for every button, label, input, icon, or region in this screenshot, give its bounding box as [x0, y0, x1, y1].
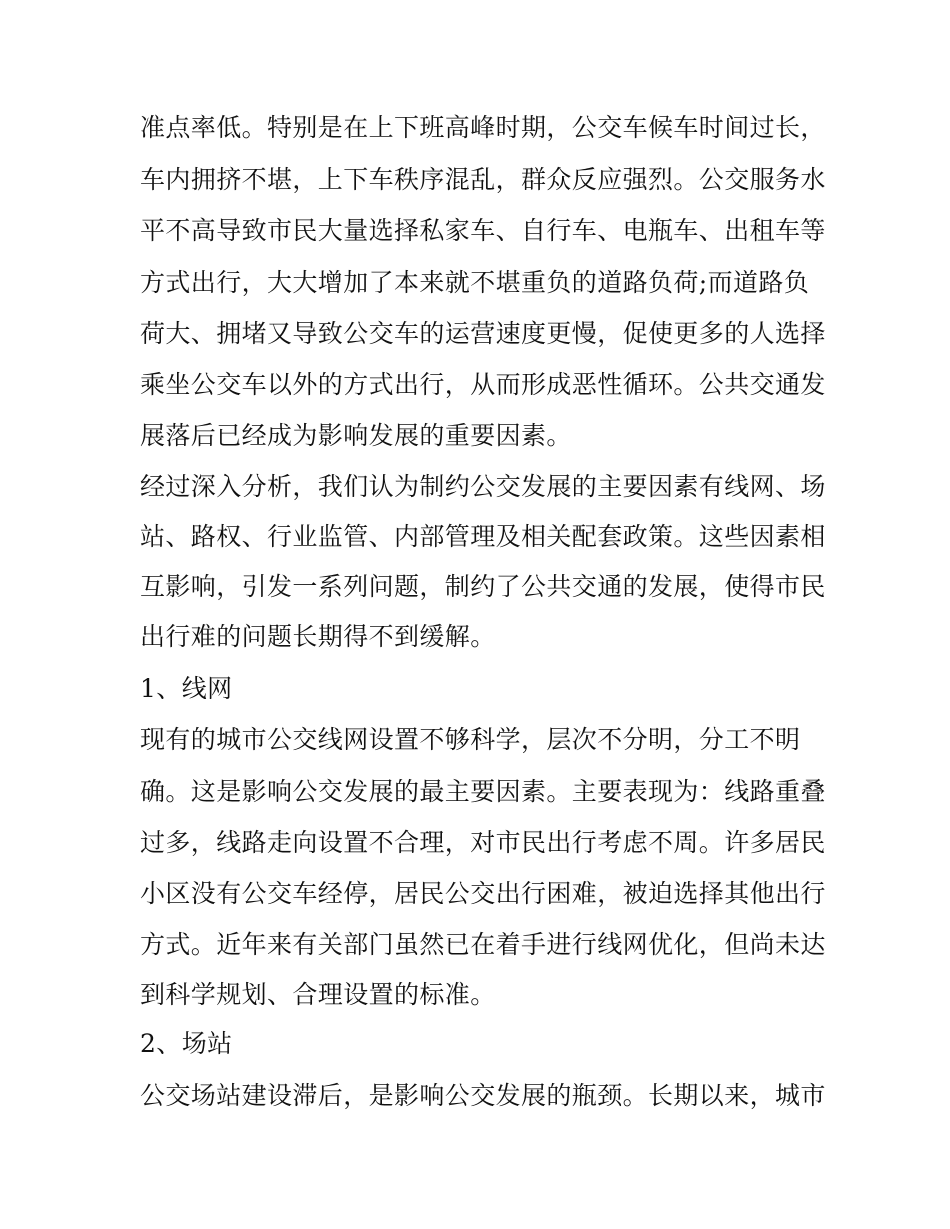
text-line: 现有的城市公交线网设置不够科学，层次不分明，分工不明 [140, 725, 801, 754]
section-heading: 1、线网 [140, 674, 233, 703]
text-line: 出行难的问题长期得不到缓解。 [140, 622, 496, 651]
text-line: 平不高导致市民大量选择私家车、自行车、电瓶车、出租车等 [140, 216, 826, 245]
text-line: 展落后已经成为影响发展的重要因素。 [140, 421, 572, 450]
text-line: 公交场站建设滞后，是影响公交发展的瓶颈。长期以来，城市 [140, 1081, 826, 1110]
text-line: 站、路权、行业监管、内部管理及相关配套政策。这些因素相 [140, 522, 826, 551]
text-line: 方式出行，大大增加了本来就不堪重负的道路负荷;而道路负 [140, 268, 810, 297]
text-line: 互影响，引发一系列问题，制约了公共交通的发展，使得市民 [140, 572, 826, 601]
text-line: 乘坐公交车以外的方式出行，从而形成恶性循环。公共交通发 [140, 370, 826, 399]
text-line: 方式。近年来有关部门虽然已在着手进行线网优化，但尚未达 [140, 930, 826, 959]
text-line: 小区没有公交车经停，居民公交出行困难，被迫选择其他出行 [140, 879, 826, 908]
text-line: 确。这是影响公交发展的最主要因素。主要表现为：线路重叠 [140, 777, 826, 806]
section-heading: 2、场站 [140, 1029, 233, 1058]
text-line: 准点率低。特别是在上下班高峰时期，公交车候车时间过长， [140, 113, 826, 142]
text-line: 车内拥挤不堪，上下车秩序混乱，群众反应强烈。公交服务水 [140, 165, 826, 194]
text-line: 经过深入分析，我们认为制约公交发展的主要因素有线网、场 [140, 472, 826, 501]
text-line: 过多，线路走向设置不合理，对市民出行考虑不周。许多居民 [140, 828, 826, 857]
text-line: 荷大、拥堵又导致公交车的运营速度更慢，促使更多的人选择 [140, 319, 826, 348]
text-line: 到科学规划、合理设置的标准。 [140, 980, 496, 1009]
